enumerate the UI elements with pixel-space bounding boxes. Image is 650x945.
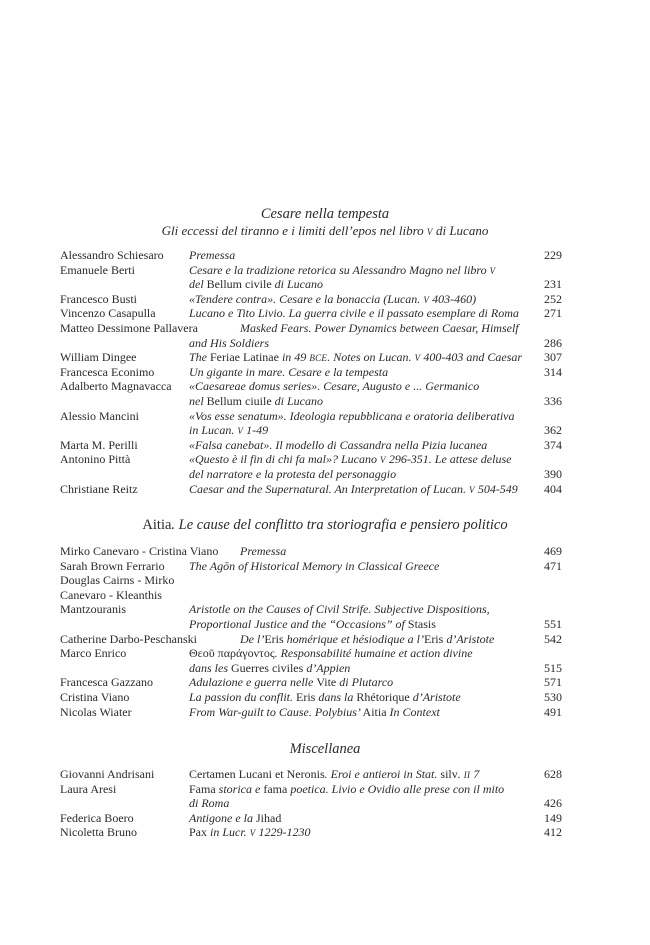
entry-author: Francesco Busti	[60, 291, 137, 306]
entry-title: From War-guilt to Cause. Polybius’ Aitia In Context	[189, 704, 440, 719]
section-subtitle	[0, 223, 650, 240]
toc-entry	[0, 782, 650, 811]
entry-title: nel Bellum ciuile di Lucano	[189, 393, 324, 408]
entry-title: «Caesareae domus series». Cesare, Augusto e ... Germanico	[189, 379, 480, 394]
toc-entry	[0, 365, 650, 380]
entry-title: Aristotle on the Causes of Civil Strife. Subjective Dispositions,	[189, 602, 490, 617]
entry-title: Θεοῦ παράγοντος. Responsabilité humaine et action divine	[189, 646, 473, 661]
toc-entry	[0, 825, 650, 840]
entry-author: Nicolas Wiater	[60, 704, 132, 719]
entry-author: Mirko Canevaro - Cristina Viano	[60, 544, 219, 558]
section-miscellanea	[0, 740, 650, 840]
toc-entry	[0, 306, 650, 321]
entry-title: La passion du conflit. Eris dans la Rhétorique d’Aristote	[189, 689, 461, 704]
toc-entry-line	[0, 544, 650, 559]
entry-page-number: 530	[544, 689, 562, 704]
entry-title: Masked Fears. Power Dynamics between Caesar, Himself	[240, 320, 519, 335]
toc-entry-line	[0, 292, 650, 307]
toc-entry-line	[0, 321, 650, 336]
entry-title: The Agōn of Historical Memory in Classical Greece	[189, 558, 440, 573]
entry-title: «Questo è il fin di chi fa mal»? Lucano V 296-351. Le attese deluse	[189, 452, 512, 467]
entry-page-number: 491	[544, 704, 562, 719]
toc-entry-line	[0, 825, 650, 840]
toc-entry	[0, 690, 650, 705]
entry-page-number: 286	[544, 335, 562, 350]
entry-author: Christiane Reitz	[60, 481, 138, 496]
toc-entry-line	[0, 452, 650, 467]
entry-author: Adalberto Magnavacca	[60, 379, 172, 394]
entry-author: Sarah Brown Ferrario	[60, 558, 165, 573]
entry-page-number: 426	[544, 796, 562, 811]
entry-title: del narratore e la protesta del personaggio	[189, 466, 397, 481]
toc-entry-line	[0, 467, 650, 482]
toc-entry	[0, 438, 650, 453]
entry-page-number: 314	[544, 364, 562, 379]
toc-entry	[0, 379, 650, 408]
toc-entry-line	[0, 248, 650, 263]
toc-entry-line	[0, 482, 650, 497]
section-title: Aitia. Le cause del conflitto tra storiografia e pensiero politico	[142, 517, 508, 533]
entry-page-number: 628	[544, 767, 562, 781]
toc-entry	[0, 705, 650, 720]
toc-entry-line	[0, 573, 650, 588]
section-cesare	[0, 205, 650, 496]
entry-author: Marta M. Perilli	[60, 437, 138, 452]
toc-entry-line	[0, 617, 650, 632]
toc-entry	[0, 321, 650, 350]
entry-page-number: 412	[544, 825, 562, 840]
entry-title: Lucano e Tito Livio. La guerra civile e il passato esemplare di Roma	[189, 306, 519, 321]
toc-entry-line	[0, 263, 650, 278]
toc-entry-line	[0, 588, 650, 603]
entry-title: De l’Eris homérique et hésiodique a l’Eris d’Aristote	[240, 631, 495, 646]
entry-title: Proportional Justice and the “Occasions” of Stasis	[189, 616, 436, 631]
entry-page-number: 307	[544, 350, 562, 365]
entry-page-number: 571	[544, 675, 562, 690]
entry-author: Alessandro Schiesaro	[60, 248, 164, 262]
toc-entry-line	[0, 350, 650, 365]
toc-entry	[0, 632, 650, 647]
entry-title: «Vos esse senatum». Ideologia repubblicana e oratoria deliberativa	[189, 408, 515, 423]
toc-entry	[0, 263, 650, 292]
toc-entry-line	[0, 365, 650, 380]
toc-entry-line	[0, 646, 650, 661]
entry-title: del Bellum civile di Lucano	[189, 277, 324, 292]
toc-entry	[0, 544, 650, 559]
entry-title: Cesare e la tradizione retorica su Alessandro Magno nel libro V	[189, 262, 496, 277]
toc-entry	[0, 409, 650, 438]
entries-list	[0, 544, 650, 719]
entry-author: Matteo Dessimone Pallavera	[60, 320, 198, 335]
entry-title: Adulazione e guerra nelle Vite di Plutarco	[189, 675, 394, 690]
toc-entry	[0, 767, 650, 782]
toc-entry-line	[0, 811, 650, 826]
entry-title: «Falsa canebat». Il modello di Cassandra nella Pizia lucanea	[189, 437, 488, 452]
entry-author: Cristina Viano	[60, 689, 130, 704]
toc-entry	[0, 646, 650, 675]
toc-entry-line	[0, 438, 650, 453]
entry-page-number: 469	[544, 544, 562, 558]
entry-title: Un gigante in mare. Cesare e la tempesta	[189, 364, 389, 379]
entry-title: di Roma	[189, 796, 230, 811]
toc-entry	[0, 482, 650, 497]
toc-entry	[0, 292, 650, 307]
toc-entry-line	[0, 675, 650, 690]
entry-author: Vincenzo Casapulla	[60, 306, 156, 321]
entry-page-number: 149	[544, 810, 562, 825]
toc-entry-line	[0, 796, 650, 811]
section-title: Miscellanea	[289, 741, 361, 757]
entry-title: Premessa	[240, 544, 287, 558]
entry-page-number: 252	[544, 291, 562, 306]
entry-page-number: 362	[544, 423, 562, 438]
toc-entry-line	[0, 690, 650, 705]
entry-title: Caesar and the Supernatural. An Interpretation of Lucan. V 504-549	[189, 481, 518, 496]
entry-title: Certamen Lucani et Neronis. Eroi e antieroi in Stat. silv. II 7	[189, 767, 480, 781]
entry-author: Antonino Pittà	[60, 452, 131, 467]
entry-author: Canevaro - Kleanthis	[60, 587, 162, 602]
toc-entry	[0, 811, 650, 826]
entry-author: Catherine Darbo-Peschanski	[60, 631, 197, 646]
section-aitia	[0, 516, 650, 719]
entry-author: Alessio Mancini	[60, 408, 139, 423]
toc-entry	[0, 675, 650, 690]
toc-entry-line	[0, 602, 650, 617]
entry-page-number: 542	[544, 631, 562, 646]
entry-title: Premessa	[189, 248, 236, 262]
entry-author: William Dingee	[60, 350, 137, 365]
entry-author: Federica Boero	[60, 810, 134, 825]
toc-entry-line	[0, 379, 650, 394]
entry-page-number: 231	[544, 277, 562, 292]
entry-author: Giovanni Andrisani	[60, 767, 155, 781]
toc-entry	[0, 559, 650, 574]
toc-entry	[0, 573, 650, 588]
toc-entry-line	[0, 277, 650, 292]
toc-entry	[0, 452, 650, 481]
toc-entry-line	[0, 559, 650, 574]
entry-page-number: 551	[544, 616, 562, 631]
entry-page-number: 390	[544, 466, 562, 481]
entry-title: «Tendere contra». Cesare e la bonaccia (Lucan. V 403-460)	[189, 291, 477, 306]
entry-page-number: 374	[544, 437, 562, 452]
entries-list	[0, 248, 650, 496]
entry-author: Francesca Gazzano	[60, 675, 153, 690]
entry-author: Marco Enrico	[60, 646, 127, 661]
entry-author: Laura Aresi	[60, 781, 117, 796]
toc-entry	[0, 350, 650, 365]
subtitle-text: Gli eccessi del tiranno e i limiti dell’epos nel libro V di Lucano	[161, 223, 489, 238]
toc-entry-line	[0, 423, 650, 438]
entry-title: dans les Guerres civiles d’Appien	[189, 660, 351, 675]
entry-author: Douglas Cairns - Mirko	[60, 573, 175, 588]
entries-list	[0, 767, 650, 840]
toc-entry-line	[0, 336, 650, 351]
entry-author: Emanuele Berti	[60, 262, 135, 277]
entry-title: in Lucan. V 1-49	[189, 423, 269, 438]
entry-title: Pax in Lucr. V 1229-1230	[189, 825, 311, 840]
entry-author: Francesca Econimo	[60, 364, 155, 379]
toc-entry-line	[0, 306, 650, 321]
entry-title: The Feriae Latinae in 49 BCE. Notes on Lucan. V 400-403 and Caesar	[189, 350, 523, 365]
toc-entry-line	[0, 632, 650, 647]
entry-page-number: 404	[544, 481, 562, 496]
entry-title: Antigone e la Jihad	[189, 810, 282, 825]
toc-entry-line	[0, 409, 650, 424]
toc-entry-line	[0, 782, 650, 797]
toc-entry	[0, 588, 650, 603]
toc-entry-line	[0, 394, 650, 409]
entry-title: Fama storica e fama poetica. Livio e Ovidio alle prese con il mito	[189, 781, 505, 796]
entry-author: Nicoletta Bruno	[60, 825, 137, 840]
entry-author: Mantzouranis	[60, 602, 126, 617]
entry-page-number: 336	[544, 393, 562, 408]
toc-entry-line	[0, 767, 650, 782]
entry-title: and His Soldiers	[189, 335, 270, 350]
toc-entry-line	[0, 705, 650, 720]
entry-page-number: 515	[544, 660, 562, 675]
toc-entry	[0, 248, 650, 263]
entry-page-number: 229	[544, 248, 562, 262]
section-title: Cesare nella tempesta	[260, 206, 390, 222]
entry-page-number: 271	[544, 306, 562, 321]
toc-entry-line	[0, 661, 650, 676]
toc-entry	[0, 602, 650, 631]
entry-page-number: 471	[544, 558, 562, 573]
